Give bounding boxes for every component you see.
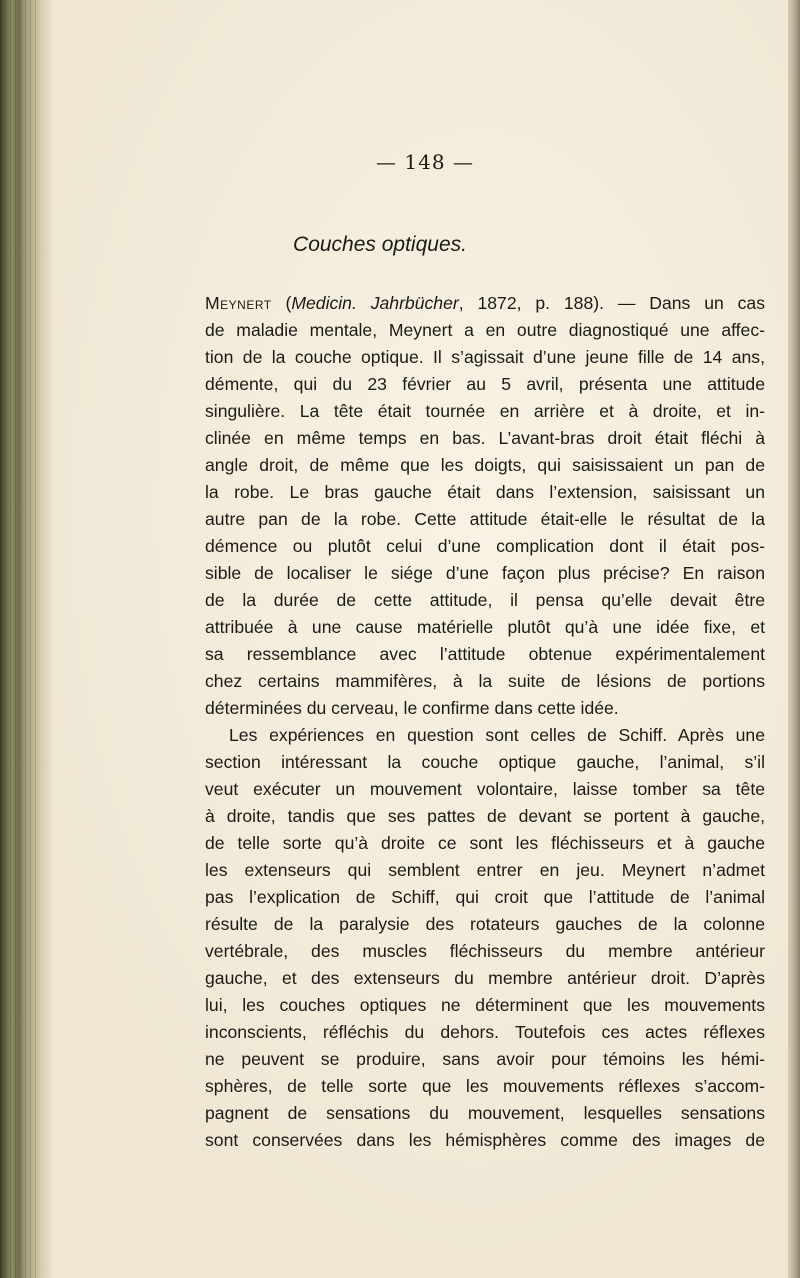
text-line: sible de localiser le siége d’une façon plus précise? En raison xyxy=(205,563,765,583)
text-line: Les expériences en question sont celles de Schiff. Après une xyxy=(229,725,765,745)
text-line: singulière. La tête était tournée en arrière et à droite, et in- xyxy=(205,401,765,421)
text-line: la robe. Le bras gauche était dans l’extension, saisissant un xyxy=(205,482,765,502)
text-line: tion de la couche optique. Il s’agissait d’une jeune fille de 14 ans, xyxy=(205,347,765,367)
text-line: clinée en même temps en bas. L’avant-bras droit était fléchi à xyxy=(205,428,765,448)
text-line: inconscients, réfléchis du dehors. Toutefois ces actes réflexes xyxy=(205,1022,765,1042)
text-line: sa ressemblance avec l’attitude obtenue expérimentalement xyxy=(205,644,765,664)
section-heading: Couches optiques. xyxy=(293,233,467,256)
text-line: attribuée à une cause matérielle plutôt qu’à une idée fixe, et xyxy=(205,617,765,637)
text-line: à droite, tandis que ses pattes de devant se portent à gauche, xyxy=(205,806,765,826)
citation-journal: Medicin. Jahrbücher xyxy=(291,293,459,313)
text-line: gauche, et des extenseurs du membre antérieur droit. D’après xyxy=(205,968,765,988)
text-line: démente, qui du 23 février au 5 avril, présenta une attitude xyxy=(205,374,765,394)
text-line: de la durée de cette attitude, il pensa qu’elle devait être xyxy=(205,590,765,610)
text-line: pas l’explication de Schiff, qui croit que l’attitude de l’animal xyxy=(205,887,765,907)
text-line: lui, les couches optiques ne déterminent que les mouvements xyxy=(205,995,765,1015)
text-line: vertébrale, des muscles fléchisseurs du membre antérieur xyxy=(205,941,765,961)
page-right-edge xyxy=(788,0,800,1278)
text-line: chez certains mammifères, à la suite de lésions de portions xyxy=(205,671,765,691)
citation-line: Meynert (Medicin. Jahrbücher, 1872, p. 188). — Dans un cas xyxy=(205,293,765,313)
text-line: sphères, de telle sorte que les mouvements réflexes s’accom- xyxy=(205,1076,765,1096)
text-line: veut exécuter un mouvement volontaire, laisse tomber sa tête xyxy=(205,779,765,799)
text-line: résulte de la paralysie des rotateurs gauches de la colonne xyxy=(205,914,765,934)
page-number: — 148 — xyxy=(376,150,474,174)
text-line: de telle sorte qu’à droite ce sont les fléchisseurs et à gauche xyxy=(205,833,765,853)
citation-rest: , 1872, p. 188). — Dans un cas xyxy=(458,293,765,313)
text-line: les extenseurs qui semblent entrer en jeu. Meynert n’admet xyxy=(205,860,765,880)
text-line: angle droit, de même que les doigts, qui saisissaient un pan de xyxy=(205,455,765,475)
body-text xyxy=(205,290,765,1154)
text-line: pagnent de sensations du mouvement, lesquelles sensations xyxy=(205,1103,765,1123)
text-line: déterminées du cerveau, le confirme dans cette idée. xyxy=(205,698,619,718)
text-line: démence ou plutôt celui d’une complication dont il était pos- xyxy=(205,536,765,556)
text-line: de maladie mentale, Meynert a en outre diagnostiqué une affec- xyxy=(205,320,765,340)
text-line: ne peuvent se produire, sans avoir pour témoins les hémi- xyxy=(205,1049,765,1069)
text-line: section intéressant la couche optique gauche, l’animal, s’il xyxy=(205,752,765,772)
text-line: autre pan de la robe. Cette attitude était-elle le résultat de la xyxy=(205,509,765,529)
citation-author: Meynert xyxy=(205,293,272,313)
text-line: sont conservées dans les hémisphères comme des images de xyxy=(205,1130,765,1150)
spine-texture xyxy=(0,0,40,1278)
